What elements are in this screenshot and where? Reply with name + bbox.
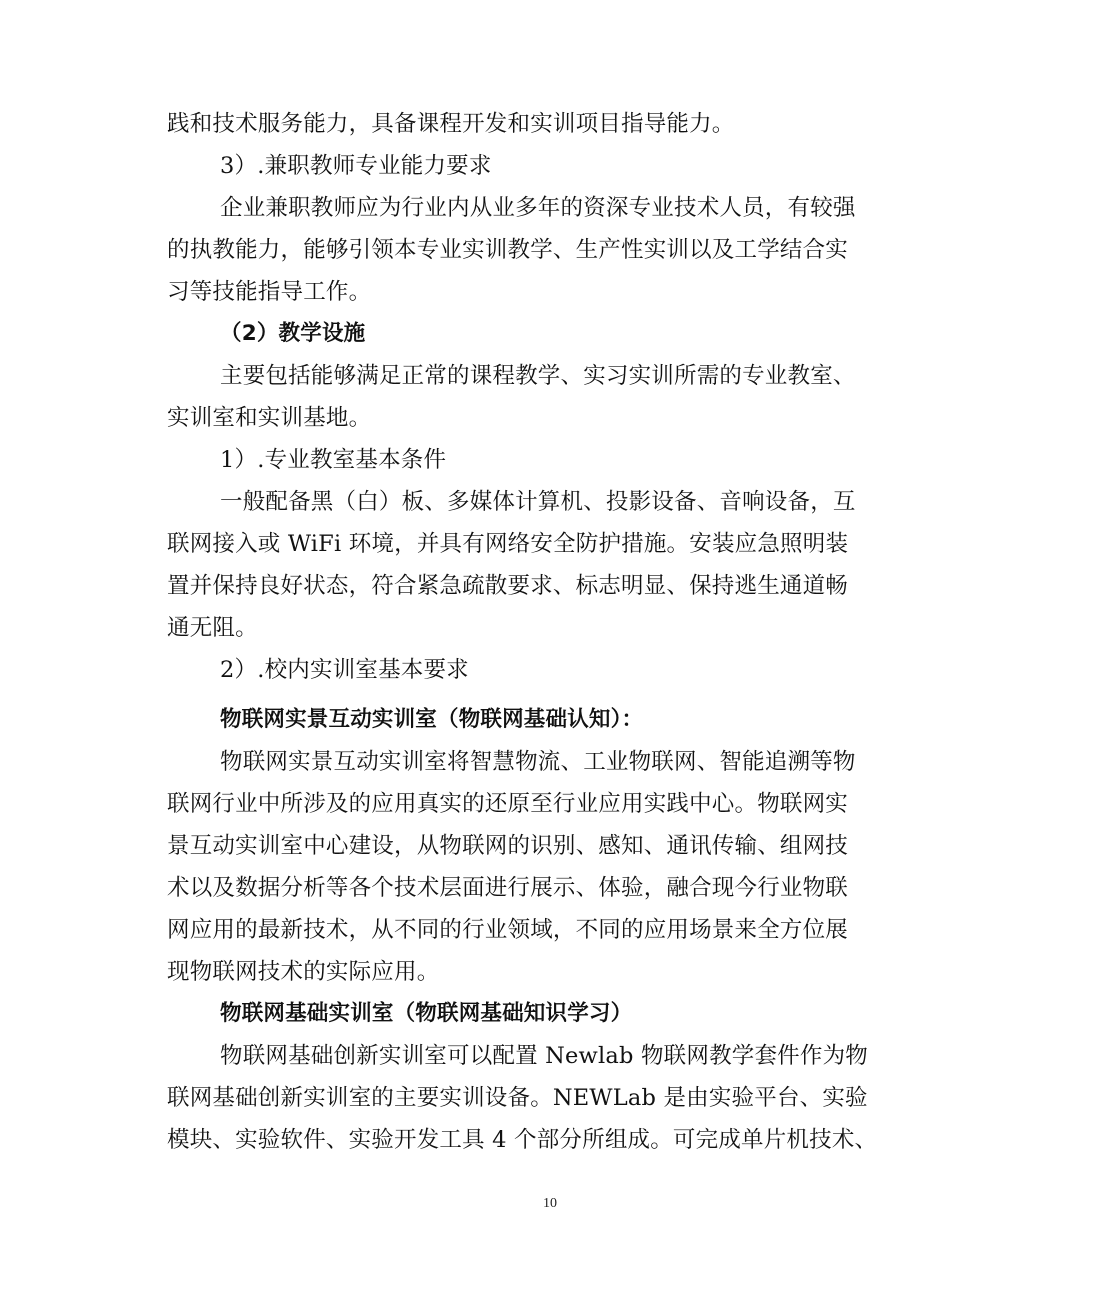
paragraph-gap — [167, 691, 937, 699]
text-line: 物联网实景互动实训室将智慧物流、工业物联网、智能追溯等物 — [220, 749, 856, 775]
text-line: 景互动实训室中心建设，从物联网的识别、感知、通讯传输、组网技 — [167, 833, 849, 859]
text-line: 网应用的最新技术，从不同的行业领域，不同的应用场景来全方位展 — [167, 917, 849, 943]
page-number: 10 — [543, 1196, 557, 1211]
text-line: 2）.校内实训室基本要求 — [220, 657, 469, 683]
text-line: 主要包括能够满足正常的课程教学、实习实训所需的专业教室、 — [220, 363, 856, 389]
body-text — [167, 103, 937, 1161]
section-heading: （2）教学设施 — [220, 321, 366, 346]
text-line: 一般配备黑（白）板、多媒体计算机、投影设备、音响设备，互 — [220, 489, 856, 515]
section-heading: 物联网实景互动实训室（物联网基础认知）： — [220, 707, 644, 732]
text-line: 置并保持良好状态，符合紧急疏散要求、标志明显、保持逃生通道畅 — [167, 573, 849, 599]
text-line: 联网接入或 WiFi 环境，并具有网络安全防护措施。安装应急照明装 — [167, 531, 849, 557]
section-heading: 物联网基础实训室（物联网基础知识学习） — [220, 1001, 633, 1026]
text-line: 联网基础创新实训室的主要实训设备。NEWLab 是由实验平台、实验 — [167, 1085, 868, 1111]
text-line: 模块、实验软件、实验开发工具 4 个部分所组成。可完成单片机技术、 — [167, 1127, 878, 1153]
text-line: 物联网基础创新实训室可以配置 Newlab 物联网教学套件作为物 — [220, 1043, 868, 1069]
text-line: 术以及数据分析等各个技术层面进行展示、体验，融合现今行业物联 — [167, 875, 849, 901]
text-line: 践和技术服务能力，具备课程开发和实训项目指导能力。 — [167, 111, 735, 137]
text-line: 通无阻。 — [167, 615, 258, 641]
text-line: 习等技能指导工作。 — [167, 279, 372, 305]
text-line: 的执教能力，能够引领本专业实训教学、生产性实训以及工学结合实 — [167, 237, 849, 263]
text-line: 3）.兼职教师专业能力要求 — [220, 153, 492, 179]
text-line: 1）.专业教室基本条件 — [220, 447, 447, 473]
text-line: 现物联网技术的实际应用。 — [167, 959, 440, 985]
text-line: 联网行业中所涉及的应用真实的还原至行业应用实践中心。物联网实 — [167, 791, 849, 817]
text-line: 企业兼职教师应为行业内从业多年的资深专业技术人员，有较强 — [220, 195, 856, 221]
text-line: 实训室和实训基地。 — [167, 405, 372, 431]
